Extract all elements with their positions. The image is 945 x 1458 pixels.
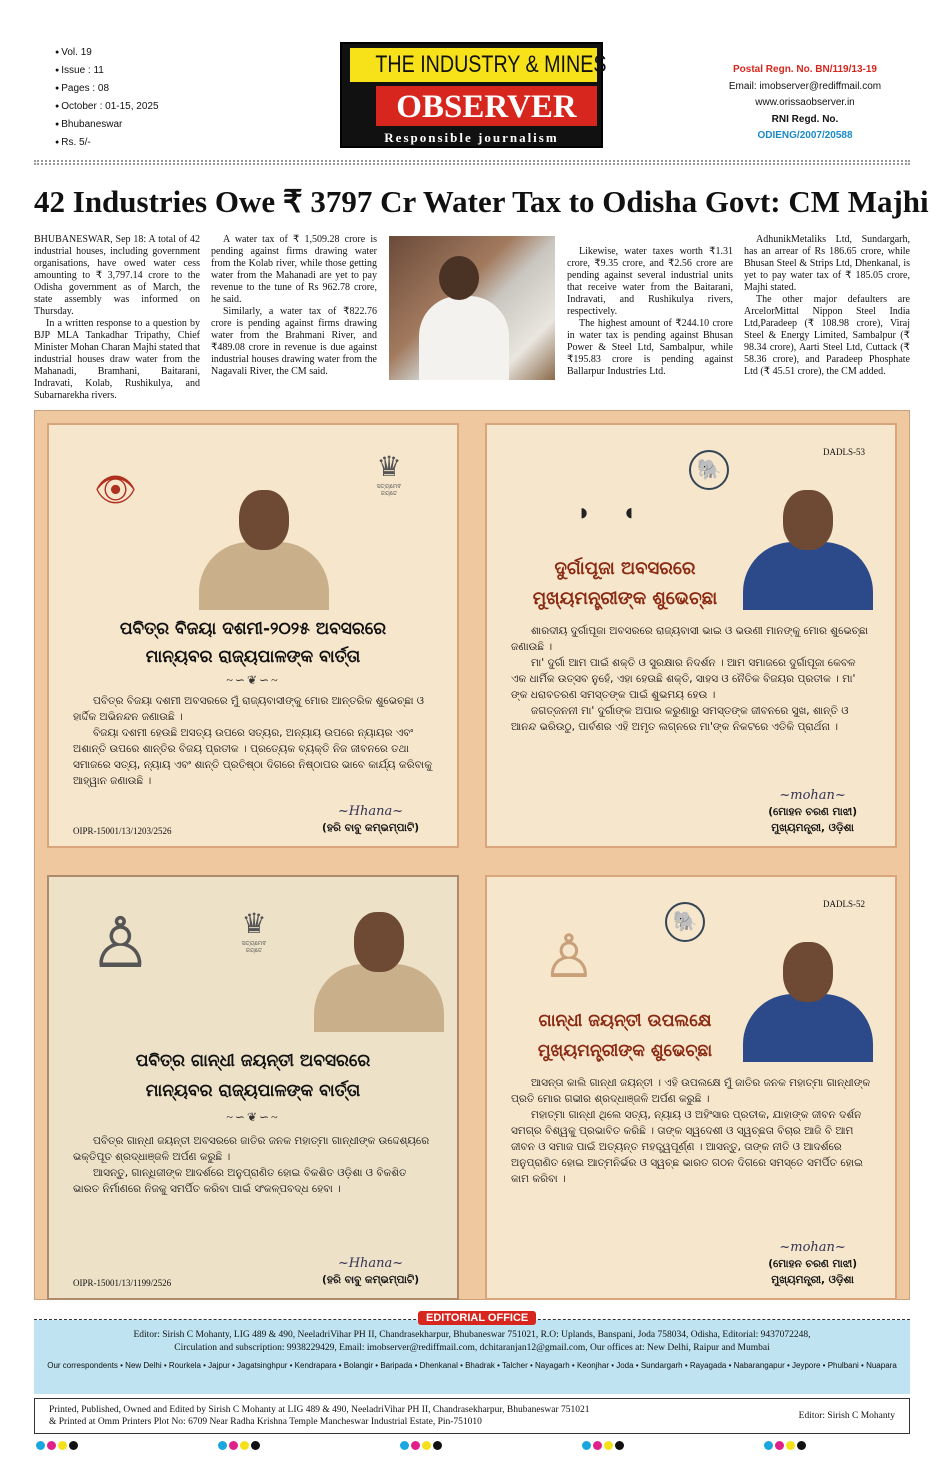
governor-portrait [314, 912, 444, 1032]
ad-content [511, 623, 871, 836]
ad-code: OIPR-15001/13/1199/2526 [73, 1278, 172, 1288]
website: www.orissaobserver.in [755, 97, 855, 108]
paragraph: ମା' ଦୁର୍ଗା ଆମ ପାଇଁ ଶକ୍ତି ଓ ସୁରକ୍ଷାର ନିଦର୍ଶନ । ଆମ ସମାଜରେ ଦୁର୍ଗାପୂଜା କେବଳ ଏକ ଧାର୍ମିକ ଉତ୍ସବ ନୁହେଁ, ଏହା ହେଉଛି ଶକ୍ତି, ସାହସ ଓ ନୈତିକ ବିଜୟର ପ୍ରତୀକ । ମା' ଙ୍କ ଧରାବତରଣ ସମସ୍ତଙ୍କ ପାଇଁ ଶୁଭମୟ ହେଉ । [511, 657, 856, 701]
article-column-2 [211, 234, 377, 378]
registration-marks [400, 1441, 442, 1450]
ad-heading: ଗାନ୍ଧୀ ଜୟନ୍ତୀ ଉପଲକ୍ଷେ [538, 1011, 712, 1031]
masthead-line1: THE INDUSTRY & MINES [375, 51, 607, 78]
ornament-divider: ~∽❦∽~ [226, 1110, 280, 1124]
paragraph: ଆସନ୍ତୁ, ଗାନ୍ଧିଜୀଙ୍କ ଆଦର୍ଶରେ ଅନୁପ୍ରାଣିତ ହୋଇ ବିକଶିତ ଓଡ଼ିଶା ଓ ବିକଶିତ ଭାରତ ନିର୍ମାଣରେ ନିଜକୁ ସମର୍ପିତ କରିବା ପାଇଁ ସଂକଳ୍ପବଦ୍ଧ ହେବା । [73, 1167, 407, 1195]
ad-subheading: ମୁଖ୍ୟମନ୍ତ୍ରୀଙ୍କ ଶୁଭେଚ୍ଛା [537, 1041, 713, 1061]
national-emblem-icon: ♛ ସତ୍ୟମେବ ଜୟତେ [376, 452, 402, 497]
goddess-eyes-icon: 👁 [94, 472, 138, 509]
ad-code: OIPR-15001/13/1203/2526 [73, 826, 172, 836]
correspondents: Our correspondents • New Delhi • Rourkela • Jajpur • Jagatsinghpur • Kendrapara • Bolangir • Baripada • Dhenkanal • Bhadrak • Talcher • Nayagarh • Keonjhar • Joda • Sundargarh • Rayagada • Nabarangapur • Jeypore • Phulbani • Nuapara [47, 1361, 897, 1370]
masthead-line2: OBSERVER [376, 86, 597, 126]
meta-vol: ● Vol. 19 [55, 44, 159, 62]
ad-subheading: ମାନ୍ୟବର ରାଜ୍ୟପାଳଙ୍କ ବାର୍ତ୍ତା [145, 647, 361, 667]
email: Email: imobserver@rediffmail.com [728, 80, 882, 92]
paragraph: ଆସନ୍ତା କାଲି ଗାନ୍ଧୀ ଜୟନ୍ତୀ । ଏହି ଉପଲକ୍ଷେ ମୁଁ ଜାତିର ଜନକ ମହାତ୍ମା ଗାନ୍ଧୀଙ୍କ ପ୍ରତି ମୋର ଗଭୀର ଶ୍ରଦ୍ଧାଞ୍ଜଳି ଅର୍ପଣ କରୁଛି । [511, 1077, 871, 1105]
gandhi-sketch-icon: ♙ [89, 906, 152, 983]
paragraph: ମହାତ୍ମା ଗାନ୍ଧୀ ଥିଲେ ସତ୍ୟ, ନ୍ୟାୟ ଓ ଅହିଂସାର ପ୍ରତୀକ, ଯାହାଙ୍କ ଜୀବନ ଦର୍ଶନ ସମଗ୍ର ବିଶ୍ୱକୁ ପ୍ରଭାବିତ କରିଛି । ତାଙ୍କ ସ୍ୱଦେଶୀ ଓ ସ୍ୱଚ୍ଛତା ବିଚାର ଆଜି ବି ଆମ ଜୀବନ ଓ ସମାଜ ପାଇଁ ଅତ୍ୟନ୍ତ ମହତ୍ତ୍ୱପୂର୍ଣ୍ଣ । ଆସନ୍ତୁ, ତାଙ୍କ ନୀତି ଓ ଆଦର୍ଶରେ ଅନୁପ୍ରାଣିତ ହୋଇ ଆତ୍ମନିର୍ଭର ଓ ସ୍ୱଚ୍ଛ ଭାରତ ଗଠନ ଦିଗରେ ସମସ୍ତେ ସମର୍ପିତ ହୋଇ କାମ କରିବା । [511, 1109, 863, 1185]
print-editor: Editor: Sirish C Mohanty [798, 1411, 895, 1421]
registration-marks [218, 1441, 260, 1450]
meta-date: ● October : 01-15, 2025 [55, 98, 159, 116]
signatory-name: (ହରି ବାବୁ କମ୍ଭମ୍ପାଟି) [322, 1274, 419, 1286]
ad-body [73, 693, 433, 789]
ad-heading: ପବିତ୍ର ବିଜୟା ଦଶମୀ-୨୦୨୫ ଅବସରରେ [119, 619, 387, 639]
paragraph: ଶାରଦୀୟ ଦୁର୍ଗାପୂଜା ଅବସରରେ ରାଜ୍ୟବାସୀ ଭାଇ ଓ ଭଉଣୀ ମାନଙ୍କୁ ମୋର ଶୁଭେଚ୍ଛା ଜଣାଉଛି । [511, 625, 869, 653]
issue-meta [55, 44, 159, 152]
editorial-line2: Circulation and subscription: 9938229429, Email: imobserver@rediffmail.com, dchitaranjan12@gmail.com, Our offices at: New Delhi, Raipur and Mumbai [174, 1343, 770, 1353]
signatory-title: ମୁଖ୍ୟମନ୍ତ୍ରୀ, ଓଡ଼ିଶା [771, 1274, 854, 1286]
cm-portrait [743, 490, 873, 610]
ad-cm-gandhi-jayanti [485, 875, 897, 1300]
paragraph: BHUBANESWAR, Sep 18: A total of 42 industrial houses, including government organisations, have owed water cess amounting to ₹ 3,797.14 crore to the Odisha government as of March, the state assembly was informed on Thursday. [34, 234, 200, 317]
paragraph: Similarly, a water tax of ₹822.76 crore is pending against firms drawing water from the Brahmani River, and ₹489.08 crore in revenue is due against industrial houses drawing water from the Nagavali River, the CM said. [211, 306, 377, 377]
paragraph: ପବିତ୍ର ଗାନ୍ଧୀ ଜୟନ୍ତୀ ଅବସରରେ ଜାତିର ଜନକ ମହାତ୍ମା ଗାନ୍ଧୀଙ୍କ ଉଦ୍ଦେଶ୍ୟରେ ଭକ୍ତିପୂତ ଶ୍ରଦ୍ଧାଞ୍ଜଳି ଅର୍ପଣ କରୁଛି । [73, 1135, 430, 1163]
paragraph: In a written response to a question by BJP MLA Tankadhar Tripathy, Chief Minister Mohan Charan Majhi stated that industrial houses draw water from the Mahanadi, Bramhani, Baitarani, Indravati, Kolab, Rushikulya, and Subarnarekha rivers. [34, 318, 200, 401]
paragraph: A water tax of ₹ 1,509.28 crore is pending against firms drawing water from the Kolab river, while those getting water from the Mahanadi are yet to pay revenue to the tune of Rs 962.78 crore, he said. [211, 234, 377, 305]
registration-info [700, 62, 910, 145]
rni-number: ODIENG/2007/20588 [757, 130, 853, 141]
ad-subheading: ମାନ୍ୟବର ରାଜ୍ୟପାଳଙ୍କ ବାର୍ତ୍ତା [145, 1081, 361, 1101]
national-emblem-icon: ♛ ସତ୍ୟମେବ ଜୟତେ [241, 909, 267, 954]
paragraph: The other major defaulters are ArcelorMittal Nippon Steel India Ltd,Paradeep (₹ 108.98 crore), Viraj Steel & Energy Limited, Sambalpur (₹ 98.34 crore), Aarti Steel Ltd, Cuttack (₹ 58.36 crore), and Paradeep Phosphate Ltd (₹ 45.51 crore), the CM added. [744, 294, 910, 377]
print-line [34, 1398, 910, 1434]
signature-block: ~mohan~ (ମୋହନ ଚରଣ ମାଝୀ) ମୁଖ୍ୟମନ୍ତ୍ରୀ, ଓଡ଼ିଶା [768, 788, 857, 834]
signature-block: ~Hhana~ (ହରି ବାବୁ କମ୍ଭମ୍ପାଟି) [322, 1256, 419, 1286]
cm-photo [389, 236, 555, 380]
odisha-emblem-icon: 🐘 [689, 450, 729, 490]
signatory-name: (ହରି ବାବୁ କମ୍ଭମ୍ପାଟି) [322, 822, 419, 834]
signature-block: ~mohan~ (ମୋହନ ଚରଣ ମାଝୀ) ମୁଖ୍ୟମନ୍ତ୍ରୀ, ଓଡ଼ିଶା [768, 1240, 857, 1286]
masthead-line1-band [350, 48, 607, 82]
gandhi-silhouette-icon: ♙ [542, 924, 596, 990]
ad-subheading: ମୁଖ୍ୟମନ୍ତ୍ରୀଙ୍କ ଶୁଭେଚ୍ଛା [532, 588, 718, 609]
headline: 42 Industries Owe ₹ 3797 Cr Water Tax to Odisha Govt: CM Majhi [34, 184, 929, 219]
editorial-office [34, 1320, 910, 1394]
odisha-emblem-icon: 🐘 [665, 902, 705, 942]
paragraph: ପବିତ୍ର ବିଜୟା ଦଶମୀ ଅବସରରେ ମୁଁ ରାଜ୍ୟବାସୀଙ୍କୁ ମୋର ଆନ୍ତରିକ ଶୁଭେଚ୍ଛା ଓ ହାର୍ଦ୍ଦିକ ଅଭିନନ୍ଦନ ଜଣାଉଛି । [73, 695, 425, 723]
ad-governor-vijaya-dashami [47, 423, 459, 848]
goddess-eyes-icon: ◗◖ [577, 500, 666, 526]
ad-body [73, 1133, 433, 1197]
article-column-1 [34, 234, 200, 402]
ad-content [73, 693, 433, 836]
masthead-tagline: Responsible journalism [384, 130, 559, 145]
paragraph: ବିଜୟା ଦଶମୀ ହେଉଛି ଅସତ୍ୟ ଉପରେ ସତ୍ୟର, ଅନ୍ୟାୟ ଉପରେ ନ୍ୟାୟର ଏବଂ ଅଶାନ୍ତି ଉପରେ ଶାନ୍ତିର ବିଜୟ ପ୍ରତୀକ । ପ୍ରତ୍ୟେକ ବ୍ୟକ୍ତି ନିଜ ଜୀବନରେ ତଥା ସମାଜରେ ସତ୍ୟ, ନ୍ୟାୟ ଏବଂ ଶାନ୍ତି ପ୍ରତିଷ୍ଠା ଦିଗରେ ନିଷ୍ଠାପର ଭାବେ କାର୍ଯ୍ୟ କରିବାକୁ ଆହ୍ୱାନ ଜଣାଉଛି । [73, 727, 432, 787]
governor-portrait [199, 490, 329, 610]
registration-marks [582, 1441, 624, 1450]
rni-label: RNI Regd. No. [771, 113, 839, 125]
paragraph: ଜଗତ୍‌ଜନନୀ ମା' ଦୁର୍ଗାଙ୍କ ଅପାର କରୁଣାରୁ ସମସ୍ତଙ୍କ ଜୀବନରେ ସୁଖ, ଶାନ୍ତି ଓ ଆନନ୍ଦ ଭରିଉଠୁ, ପାର୍ବଣର ଏହି ଅମୃତ ଲଗ୍ନରେ ମା'ଙ୍କ ନିକଟରେ ଏତିକି ପ୍ରାର୍ଥନା । [511, 705, 849, 733]
ad-code: DADLS-52 [823, 899, 865, 909]
meta-pages: ● Pages : 08 [55, 80, 159, 98]
print-line2: & Printed at Omm Printers Plot No: 6709 Near Radha Krishna Temple Mancheswar Industrial Estate, Pin-751010 [49, 1417, 482, 1427]
postal-regn: Postal Regn. No. BN/119/13-19 [733, 64, 877, 75]
article-column-3 [567, 246, 733, 378]
print-line1: Printed, Published, Owned and Edited by Sirish C Mohanty at LIG 489 & 490, NeeladriVihar PH II, Chandrasekharpur, Bhubaneswar 751021 [49, 1405, 590, 1415]
signatory-title: ମୁଖ୍ୟମନ୍ତ୍ରୀ, ଓଡ଼ିଶା [771, 822, 854, 834]
paragraph: The highest amount of ₹244.10 crore in water tax is pending against Bhusan Power & Steel Ltd, Sambalpur, while ₹195.83 crore is pending against Ballarpur Industries Ltd. [567, 318, 733, 377]
paragraph: Likewise, water taxes worth ₹1.31 crore, ₹9.35 crore, and ₹2.56 crore are pending against several industrial units that receive water from the Baitarani, Indravati, and Rushikulya rivers, respectively. [567, 246, 733, 317]
meta-price: ● Rs. 5/- [55, 134, 159, 152]
signature-block: ~Hhana~ (ହରି ବାବୁ କମ୍ଭମ୍ପାଟି) [322, 804, 419, 834]
editorial-office-badge: EDITORIAL OFFICE [418, 1311, 536, 1325]
ad-code: DADLS-53 [823, 447, 865, 457]
signatory-name: (ମୋହନ ଚରଣ ମାଝୀ) [768, 806, 857, 818]
ad-governor-gandhi-jayanti [47, 875, 459, 1300]
advertisements [34, 410, 910, 1300]
ad-content [511, 1075, 871, 1288]
ad-content [73, 1133, 433, 1288]
ad-body [511, 623, 871, 735]
divider [34, 160, 910, 165]
article-column-4 [744, 234, 910, 378]
meta-issue: ● Issue : 11 [55, 62, 159, 80]
cm-portrait [743, 942, 873, 1062]
signatory-name: (ମୋହନ ଚରଣ ମାଝୀ) [768, 1258, 857, 1270]
paragraph: AdhunikMetaliks Ltd, Sundargarh, has an arrear of Rs 186.65 crore, while Bhusan Steel & Strips Ltd, Dhenkanal, is yet to pay water tax of ₹ 185.05 crore, Majhi stated. [744, 234, 910, 293]
masthead-logo [340, 42, 607, 148]
registration-marks [764, 1441, 806, 1450]
ad-cm-durga-puja [485, 423, 897, 848]
ornament-divider: ~∽❦∽~ [226, 673, 280, 687]
registration-marks [36, 1441, 78, 1450]
ad-heading: ଦୁର୍ଗାପୂଜା ଅବସରରେ [554, 558, 696, 579]
ad-heading: ପବିତ୍ର ଗାନ୍ଧୀ ଜୟନ୍ତୀ ଅବସରରେ [135, 1051, 371, 1071]
meta-place: ● Bhubaneswar [55, 116, 159, 134]
ad-body [511, 1075, 871, 1187]
editorial-line1: Editor: Sirish C Mohanty, LIG 489 & 490, NeeladriVihar PH II, Chandrasekharpur, Bhubaneswar 751021, R.O: Uplands, Banspani, Joda 758034, Odisha, Editorial: 9437072248, [133, 1330, 811, 1340]
